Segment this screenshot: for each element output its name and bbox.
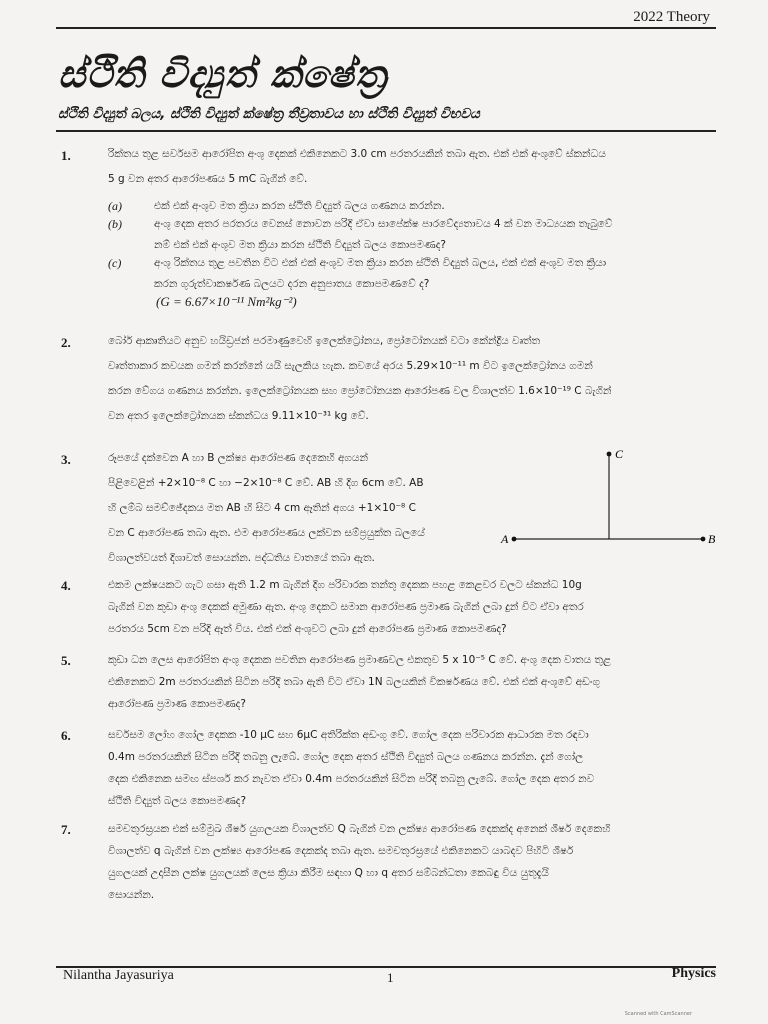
question-text — [108, 818, 718, 906]
page-title: ස්ථිති විද්‍යුත් ක්ෂේත්‍ර — [58, 52, 387, 96]
part-label: (b) — [108, 217, 122, 231]
question-line: සමචතුරස්‍රයක එක් සම්මුඛ ශීර්ෂ යුගලයක විශාලත්ව Q බැගින් වන ලක්ෂ්‍ය ආරෝපණ දෙකක්ද අනෙක් ශීර්ෂ දෙකෙහි — [108, 823, 611, 835]
question-number: 1. — [61, 148, 71, 163]
paper-year: 2022 Theory — [633, 9, 710, 25]
question-line: බෝර් ආකෘතියට අනුව හයිඩ්‍රජන් පරමාණුවෙහි ඉලෙක්ට්‍රෝනය, ප්‍රෝටෝනයක් වටා කේන්ද්‍රීය වෘත්ත — [108, 335, 541, 347]
part-label: (a) — [108, 199, 122, 213]
question-text — [108, 574, 718, 640]
question-number: 2. — [61, 335, 71, 350]
question-line: දෙක එකිනෙක සමඟ ස්පර්ශ කර නැවත ඒවා 0.4m පරතරයකින් සිටින පරිදි තබනු ලැබේ. ගෝල දෙක අතර නව — [108, 773, 595, 785]
point-b-label: B — [708, 532, 716, 546]
question-number: 6. — [61, 728, 71, 743]
question-line: වන C ආරෝපණ තබා ඇත. එම ආරෝපණය ලක්වන සම්ප්‍රයුක්ත බලයේ — [108, 527, 425, 539]
question-line: කුඩා ධන ලෙස ආරෝපිත අංශු දෙකක පවතින ආරෝපණ ප්‍රමාණවල එකතුව 5 x 10⁻⁵ C වේ. අංශු දෙක වාතය තුළ — [108, 654, 612, 666]
question-line: විශාලත්ව q බැගින් වන ලක්ෂ්‍ය ආරෝපණ දෙකක්ද තබා ඇත. සමචතුරස්‍රයේ එකිනෙකට යාබදව පිහිටි ශීර්ෂ — [108, 845, 574, 857]
question-line: එකිනෙකට 2m පරතරයකින් සිටින පරිදි තබා ඇති විට ඒවා 1N බලයකින් විකර්ෂණය වේ. එක් එක් අංශුවේ අඩංගු — [108, 676, 601, 688]
question-text — [108, 724, 718, 812]
question-line: වෘත්තාකාර කවයක ගමන් කරන්නේ යයි සැලකිය හැක. කවයේ අරය 5.29×10⁻¹¹ m විට ඉලෙක්ට්‍රෝනය ගමන් — [108, 360, 593, 372]
part-label: (c) — [108, 256, 122, 270]
question-number: 5. — [61, 653, 71, 668]
question-line: විශාලත්වයත් දිශාවත් සොයන්න. පද්ධතිය වාතයේ තබා ඇත. — [108, 552, 375, 564]
question-line: බැගින් වන කුඩා අංශු දෙකක් අමුණා ඇත. අංශු දෙකට සමාන ආරෝපණ ප්‍රමාණ බැගින් ලබා දුන් විට ඒවා අතර — [108, 601, 584, 613]
question-line: යුගලයක් උදාසීන ලක්ෂ යුගලයක් ලෙස ක්‍රියා කිරීම සඳහා Q හා q අතර සම්බන්ධතා කෙබඳු විය යුතුදැයි — [108, 867, 549, 879]
charge-diagram — [500, 446, 730, 556]
question-line: 5 g වන අතර ආරෝපණය 5 mC බැගින් වේ. — [108, 173, 308, 185]
point-c-label: C — [615, 447, 624, 461]
question-line: ස්ථිති විද්‍යුත් බලය කොපමණද? — [108, 795, 247, 807]
question-line: එකම ලක්ෂයකට ගැට ගසා ඇති 1.2 m බැගින් දිග පරිවාරක තන්තු දෙකක පහළ කෙළවර වලට ස්කන්ධ 10g — [108, 579, 582, 591]
question-text — [108, 142, 718, 192]
part-line: කරන ගුරුත්වාකර්ෂණ බලයට දරන අනුපාතය කොපමණවේ ද? — [154, 278, 430, 290]
header-rule — [56, 27, 716, 29]
question-line: පිළිවෙළින් +2×10⁻⁸ C හා −2×10⁻⁸ C වේ. AB හි දිග 6cm වේ. AB — [108, 477, 424, 489]
question-1-part-c — [108, 253, 728, 295]
question-number: 3. — [61, 452, 71, 467]
scanner-watermark: Scanned with CamScanner — [624, 1011, 692, 1017]
point-a-dot — [512, 537, 517, 542]
gravitational-constant: (G = 6.67×10⁻¹¹ Nm²kg⁻²) — [156, 294, 297, 309]
question-1-part-b — [108, 214, 728, 256]
question-number: 4. — [61, 578, 71, 593]
point-a-label: A — [501, 532, 509, 546]
subtitle-rule — [56, 130, 716, 132]
point-c-dot — [607, 452, 612, 457]
question-line: සොයන්න. — [108, 889, 155, 901]
question-line: කරන වේගය ගණනය කරන්න. ඉලෙක්ට්‍රෝනයක සහ ප්‍රෝටෝනයක ආරෝපණ වල විශාලත්ව 1.6×10⁻¹⁹ C බැගින් — [108, 385, 612, 397]
question-number: 7. — [61, 822, 71, 837]
point-b-dot — [701, 537, 706, 542]
question-line: 0.4m පරතරයකින් සිටින පරිදි තබනු ලැබේ. ගෝල දෙක අතර ස්ථිති විද්‍යුත් බලය ගණනය කරන්න. දැන් ගෝල — [108, 751, 584, 763]
footer-subject: Physics — [671, 966, 716, 981]
question-line: රූපයේ දක්වෙන A හා B ලක්ෂ්‍ය ආරෝපණ දෙකෙහි අගයන් — [108, 452, 368, 464]
question-text — [108, 649, 718, 715]
question-line: වන අතර ඉලෙක්ට්‍රෝනයක ස්කන්ධය 9.11×10⁻³¹ kg වේ. — [108, 410, 369, 422]
question-line: පරතරය 5cm වන පරිදි ඈත් විය. එක් එක් අංශුවට ලබා දුන් ආරෝපණ ප්‍රමාණ කොපමණද? — [108, 623, 507, 635]
question-text — [108, 329, 718, 429]
part-line: අංශු දෙක අතර පරතරය වෙනස් නොවන පරිදි ඒවා සාපේක්ෂ පාරවේද්‍යතාවය 4 ක් වන මාධ්‍යයක තැබුවේ — [154, 218, 613, 230]
question-line: හි ලම්බ සමච්ඡේදකය මත AB හි සිට 4 cm ඈතින් අගය +1×10⁻⁸ C — [108, 502, 416, 514]
question-text — [108, 446, 498, 571]
question-line: රික්තය තුළ සර්වසම ආරෝපිත අංශු දෙකක් එකිනෙකට 3.0 cm පරතරයකින් තබා ඇත. එක් එක් අංශුවේ ස්කන්ධය — [108, 148, 606, 160]
question-line: ආරෝපණ ප්‍රමාණ කොපමණද? — [108, 698, 246, 710]
part-line: නම් එක් එක් අංශුව මත ක්‍රියා කරන ස්ථිති විද්‍යුත් බලය කොපමණද? — [154, 239, 446, 251]
footer-author: Nilantha Jayasuriya — [63, 968, 174, 983]
part-line: එක් එක් අංශුව මත ක්‍රියා කරන ස්ථිති විද්‍යුත් බලය ගණනය කරන්න. — [154, 200, 445, 212]
question-line: සර්වසම ලෝහ ගෝල දෙකක -10 µC සහ 6µC අතිරික්ත අඩංගු වේ. ගෝල දෙක පරිවාරක ආධාරක මත රඳවා — [108, 729, 589, 741]
page-subtitle: ස්ථිති විද්‍යුත් බලය, ස්ථිති විද්‍යුත් ක්ෂේත්‍ර තීව්‍රතාවය හා ස්ථිති විද්‍යුත් විභවය — [58, 106, 480, 122]
part-line: අංශු රික්තය තුළ පවතින විට එක් එක් අංශුව මත ක්‍රියා කරන ස්ථිති විද්‍යුත් බලය, එක් එක් අංශුව මත ක්‍රියා — [154, 257, 607, 269]
page-number: 1 — [387, 970, 394, 985]
